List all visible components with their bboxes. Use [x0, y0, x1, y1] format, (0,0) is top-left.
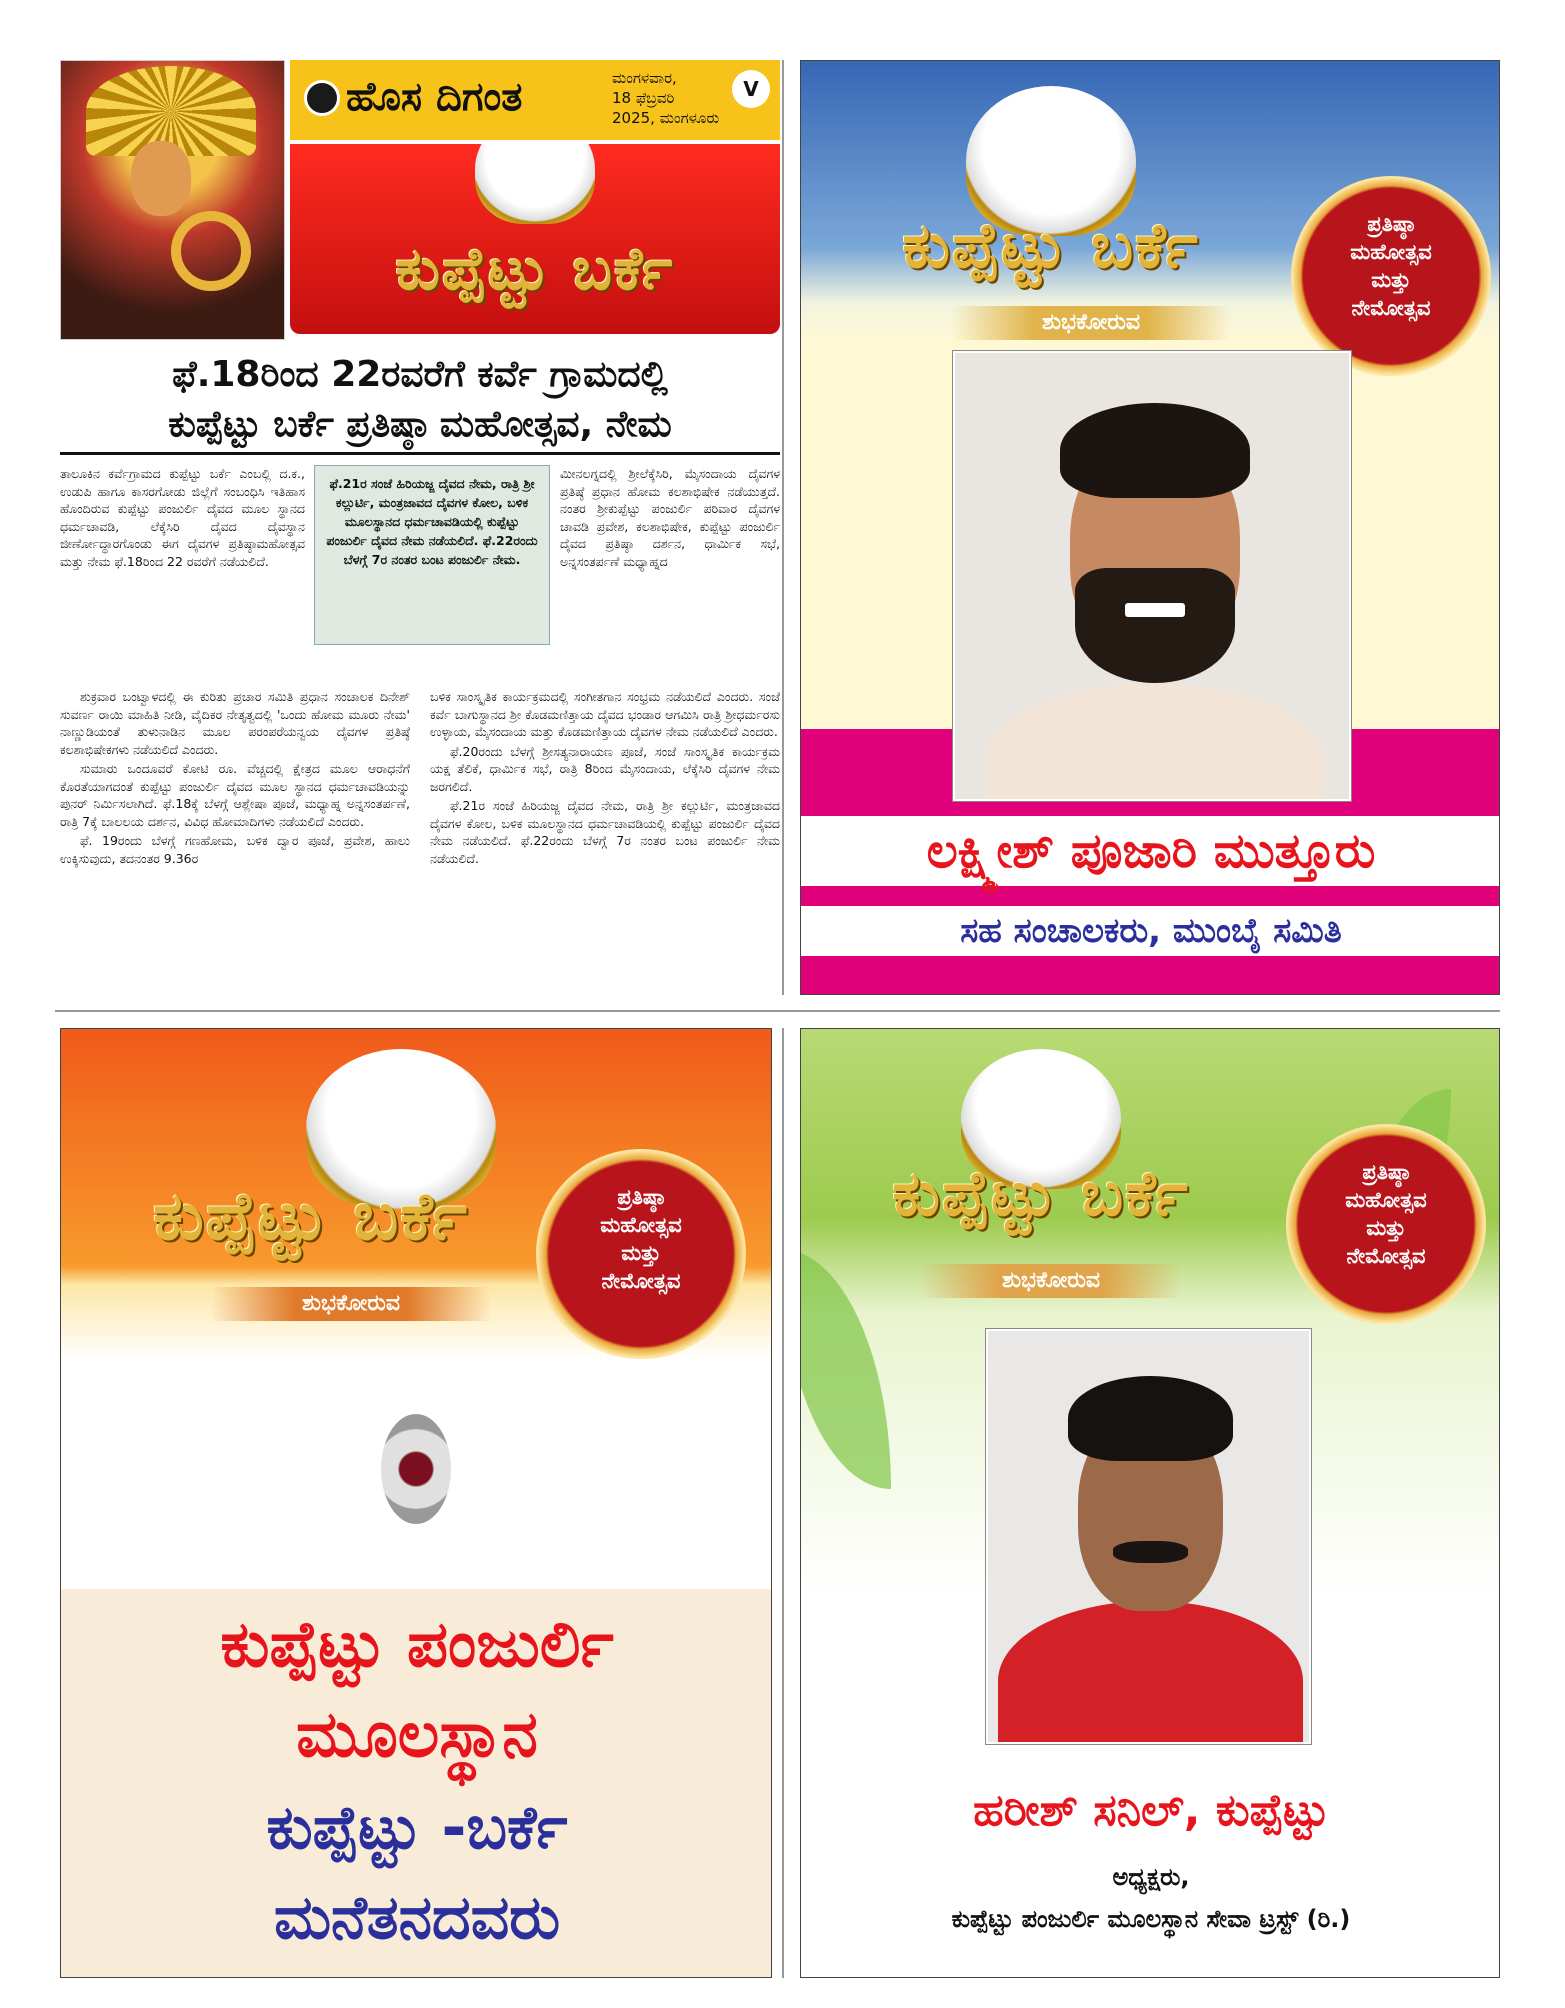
article-callout: ಫೆ.21ರ ಸಂಜೆ ಹಿರಿಯಜ್ಜ ದೈವದ ನೇಮ, ರಾತ್ರಿ ಶ್ರೀ ಕಲ್ಲುರ್ಟಿ, ಮಂತ್ರಜಾವದ ದೈವಗಳ ಕೋಲ, ಬಳಿಕ ಮೂಲಸ್ಥಾನದ ಧರ್ಮಚಾವಡಿಯಲ್ಲಿ ಕುಪ್ಪೆಟ್ಟು ಪಂಜುರ್ಲಿ ದೈವದ ನೇಮ ನಡೆಯಲಿದೆ. ಫೆ.22ರಂದು ಬೆಳಗ್ಗೆ 7ರ ನಂತರ ಬಂಟ ಪಂಜುರ್ಲಿ ನೇಮ.	[314, 465, 550, 645]
dateline-day: ಮಂಗಳವಾರ,	[612, 69, 677, 87]
leaf-decoration-icon	[800, 1249, 891, 1489]
greeting-band: ಶುಭಕೋರುವ	[211, 1287, 491, 1321]
dateline-year-place: 2025, ಮಂಗಳೂರು	[612, 109, 720, 127]
festival-seal	[536, 1149, 746, 1359]
portrait-photo	[986, 1329, 1311, 1744]
masthead	[290, 60, 780, 140]
organisation-name: ಕುಪ್ಪೆಟ್ಟು ಪಂಜುರ್ಲಿ ಮೂಲಸ್ಥಾನ ಸೇವಾ ಟ್ರಸ್ಟ್ (ರಿ.)	[951, 1905, 1351, 1933]
seal-line: ಮತ್ತು	[1371, 268, 1411, 292]
headline-line-2: ಕುಪ್ಪೆಟ್ಟು ಬರ್ಕೆ ಪ್ರತಿಷ್ಠಾ ಮಹೋತ್ಸವ, ನೇಮ	[168, 404, 672, 445]
newspaper-name: ಹೊಸ ದಿಗಂತ	[346, 74, 523, 120]
article-paragraph: ಬಳಿಕ ಸಾಂಸ್ಕೃತಿಕ ಕಾರ್ಯಕ್ರಮದಲ್ಲಿ ಸಂಗೀತಗಾನ ಸಂಭ್ರಮ ನಡೆಯಲಿದೆ ಎಂದರು. ಸಂಜೆ ಕರ್ವೆ ಬಾಗುಸ್ಥಾನದ ಶ್ರೀ ಕೊಡಮಣಿತ್ತಾಯ ದೈವದ ಭಂಡಾರ ಆಗಮಿಸಿ ರಾತ್ರಿ ಶ್ರೀಧರ್ಮರಸು ಉಳ್ಳಾಯ, ಮೈಸಂದಾಯ ಮತ್ತು ಕೊಡಮಣಿತ್ತಾಯ ದೈವಗಳ ನೇಮ ನಡೆಯಲಿದೆ ಎಂದರು.	[430, 689, 780, 739]
family-line-1: ಕುಪ್ಪೆಟ್ಟು ಪಂಜುರ್ಲಿ	[220, 1608, 614, 1682]
portrait-photo	[953, 351, 1351, 801]
article-column-3	[560, 465, 780, 570]
seal-line: ನೇಮೋತ್ಸವ	[601, 1269, 681, 1293]
article-paragraph: ಫೆ. 19ರಂದು ಬೆಳಗ್ಗೆ ಗಣಹೋಮ, ಬಳಿಕ ದ್ವಾರ ಪೂಜೆ, ಪ್ರವೇಶ, ಹಾಲು ಉಕ್ಕಿಸುವುದು, ತದನಂತರ 9.36ರ	[60, 833, 410, 866]
dateline-date: 18 ಫೆಬ್ರವರಿ	[612, 89, 675, 107]
article-paragraph: ಮೀನಲಗ್ನದಲ್ಲಿ ಶ್ರೀಲೆಕ್ಕೆಸಿರಿ, ಮೈಸಂದಾಯ ದೈವಗಳ ಪ್ರತಿಷ್ಠೆ ಪ್ರಧಾನ ಹೋಮ ಕಲಶಾಭಿಷೇಕ ನಡೆಯುತ್ತದೆ. ನಂತರ ಶ್ರೀಕುಪ್ಪೆಟ್ಟು ಪಂಜುರ್ಲಿ ಪರಿವಾರ ದೈವಗಳ ಚಾವಡಿ ಪ್ರವೇಶ, ಕಲಶಾಭಿಷೇಕ, ಕುಪ್ಪೆಟ್ಟು ಪಂಜುರ್ಲಿ ದೈವದ ಪ್ರತಿಷ್ಠಾ ದರ್ಶನ, ಧಾರ್ಮಿಕ ಸಭೆ, ಅನ್ನಸಂತರ್ಪಣೆ ಮಧ್ಯಾಹ್ನದ	[560, 466, 780, 569]
seal-line: ಮತ್ತು	[1366, 1216, 1406, 1240]
greeting-ad-family	[60, 1028, 772, 1978]
person-designation: ಅಧ್ಯಕ್ಷರು,	[1112, 1863, 1190, 1891]
greeting-ad-harish	[800, 1028, 1500, 1978]
seal-line: ಪ್ರತಿಷ್ಠಾ	[1362, 1160, 1410, 1184]
headline-divider	[60, 452, 780, 455]
article-paragraph: ತಾಲೂಕಿನ ಕರ್ವೆಗ್ರಾಮದ ಕುಪ್ಪೆಟ್ಟು ಬರ್ಕೆ ಎಂಬಲ್ಲಿ ದ.ಕ., ಉಡುಪಿ ಹಾಗೂ ಕಾಸರಗೋಡು ಜಿಲ್ಲೆಗೆ ಸಂಬಂಧಿಸಿ ಇತಿಹಾಸ ಹೊಂದಿರುವ ಕುಪ್ಪೆಟ್ಟು ಪಂಜುರ್ಲಿ ದೈವದ ಮೂಲ ಸ್ಥಾನದ ಧರ್ಮಚಾವಡಿ, ಲೆಕ್ಕೆಸಿರಿ ದೈವದ ದೈವಸ್ಥಾನ ಜೀರ್ಣೋದ್ಧಾರಗೊಂಡು ಈಗ ದೈವಗಳ ಪ್ರತಿಷ್ಠಾಮಹೋತ್ಸವ ಮತ್ತು ನೇಮ ಫೆ.18ರಿಂದ 22 ರವರೆಗೆ ನಡೆಯಲಿದೆ.	[60, 466, 305, 569]
headline-line-1: ಫೆ.18ರಿಂದ 22ರವರೆಗೆ ಕರ್ವೆ ಗ್ರಾಮದಲ್ಲಿ	[172, 354, 668, 395]
seal-line: ಮತ್ತು	[621, 1241, 661, 1265]
seal-line: ಪ್ರತಿಷ್ಠಾ	[1367, 212, 1415, 236]
seal-line: ಮಹೋತ್ಸವ	[1350, 240, 1432, 264]
person-designation: ಸಹ ಸಂಚಾಲಕರು, ಮುಂಬೈ ಸಮಿತಿ	[801, 906, 1500, 956]
article-paragraph: ಫೆ.20ರಂದು ಬೆಳಗ್ಗೆ ಶ್ರೀಸತ್ಯನಾರಾಯಣ ಪೂಜೆ, ಸಂಜೆ ಸಾಂಸ್ಕೃತಿಕ ಕಾರ್ಯಕ್ರಮ ಯಕ್ಷ ತೆಲಿಕೆ, ಧಾರ್ಮಿಕ ಸಭೆ, ರಾತ್ರಿ 8ರಿಂದ ಮೈಸಂದಾಯ, ಲೆಕ್ಕೆಸಿರಿ ದೈವಗಳ ನೇಮ ಜರಗಲಿದೆ.	[430, 743, 780, 794]
ad-title: ಕುಪ್ಪೆಟ್ಟು ಬರ್ಕೆ	[902, 209, 1200, 282]
seal-line: ಮಹೋತ್ಸವ	[600, 1213, 682, 1237]
column-divider	[782, 1028, 784, 1978]
person-name: ಹರೀಶ್ ಸನಿಲ್, ಕುಪ್ಪೆಟ್ಟು	[973, 1785, 1329, 1836]
festival-seal	[1286, 1124, 1486, 1324]
family-line-2: ಮೂಲಸ್ಥಾನ	[296, 1698, 538, 1772]
page-number: V	[732, 70, 770, 108]
article-paragraph: ಶುಕ್ರವಾರ ಬಂಟ್ವಾಳದಲ್ಲಿ ಈ ಕುರಿತು ಪ್ರಚಾರ ಸಮಿತಿ ಪ್ರಧಾನ ಸಂಚಾಲಕ ದಿನೇಶ್ ಸುವರ್ಣ ರಾಯಿ ಮಾಹಿತಿ ನೀಡಿ, ವೈದಿಕರ ನೇತೃತ್ವದಲ್ಲಿ 'ಒಂದು ಹೋಮ ಮೂರು ನೇಮ' ನಾಣ್ಣುಡಿಯಂತೆ ತುಳುನಾಡಿನ ಮೂಲ ಪರಂಪರೆಯನ್ವಯ ದೈವಗಳ ಪ್ರತಿಷ್ಠೆ ಕಲಶಾಭಿಷೇಕಗಳು ನಡೆಯಲಿದೆ ಎಂದರು.	[60, 689, 410, 757]
seal-line: ನೇಮೋತ್ಸವ	[1351, 296, 1431, 320]
family-line-3: ಕುಪ್ಪೆಟ್ಟು -ಬರ್ಕೆ	[266, 1793, 568, 1863]
newspaper-logo-icon	[304, 80, 340, 116]
person-name: ಲಕ್ಷ್ಮೀಶ್ ಪೂಜಾರಿ ಮುತ್ತೂರು	[801, 816, 1500, 886]
banner-title: ಕುಪ್ಪೆಟ್ಟು ಬರ್ಕೆ	[395, 235, 675, 303]
column-divider	[782, 60, 784, 995]
emblem-center-icon	[381, 1414, 451, 1524]
dateline	[612, 68, 732, 128]
article-headline	[60, 350, 780, 450]
ad-title: ಕುಪ್ಪೆಟ್ಟು ಬರ್ಕೆ	[892, 1157, 1190, 1230]
article-paragraph: ಸುಮಾರು ಒಂದೂವರೆ ಕೋಟಿ ರೂ. ವೆಚ್ಚದಲ್ಲಿ ಕ್ಷೇತ್ರದ ಮೂಲ ಆರಾಧನೆಗೆ ಕೊರತೆಯಾಗದಂತೆ ಕುಪ್ಪೆಟ್ಟು ಪಂಜುರ್ಲಿ ದೈವದ ಮೂಲ ಸ್ಥಾನದ ಧರ್ಮಚಾವಡಿಯನ್ನು ಪುನರ್ ನಿರ್ಮಿಸಲಾಗಿದೆ. ಫೆ.18ಕ್ಕೆ ಬೆಳಗ್ಗೆ ಆಶ್ಲೇಷಾ ಪೂಜೆ, ಮಧ್ಯಾಹ್ನ ಅನ್ನಸಂತರ್ಪಣೆ, ರಾತ್ರಿ 7ಕ್ಕೆ ಬಾಲಲಯ ದರ್ಶನ, ವಿವಿಧ ಹೋಮಾದಿಗಳು ನಡೆಯಲಿದೆ ಎಂದರು.	[60, 761, 410, 829]
greeting-ad-lakshmeesh	[800, 60, 1500, 995]
article-paragraph: ಫೆ.21ರ ಸಂಜೆ ಹಿರಿಯಜ್ಜ ದೈವದ ನೇಮ, ರಾತ್ರಿ ಶ್ರೀ ಕಲ್ಲುರ್ಟಿ, ಮಂತ್ರಜಾವದ ದೈವಗಳ ಕೋಲ, ಬಳಿಕ ಮೂಲಸ್ಥಾನದ ಧರ್ಮಚಾವಡಿಯಲ್ಲಿ ಕುಪ್ಪೆಟ್ಟು ಪಂಜುರ್ಲಿ ದೈವದ ನೇಮ ನಡೆಯಲಿದೆ. ಫೆ.22ರಂದು ಬೆಳಗ್ಗೆ 7ರ ನಂತರ ಬಂಟ ಪಂಜುರ್ಲಿ ನೇಮ ನಡೆಯಲಿದೆ.	[430, 798, 780, 866]
ad-title: ಕುಪ್ಪೆಟ್ಟು ಬರ್ಕೆ	[153, 1177, 469, 1255]
seal-line: ಮಹೋತ್ಸವ	[1345, 1188, 1427, 1212]
yakshagana-photo	[60, 60, 285, 340]
festival-seal	[1291, 176, 1491, 376]
article-column-1b	[60, 688, 410, 867]
greeting-band: ಶುಭಕೋರುವ	[921, 1264, 1181, 1298]
news-section	[60, 60, 780, 995]
festival-banner	[290, 144, 780, 334]
article-column-2b	[430, 688, 780, 867]
greeting-band: ಶುಭಕೋರುವ	[951, 306, 1231, 340]
row-divider	[55, 1010, 1500, 1012]
seal-line: ಪ್ರತಿಷ್ಠಾ	[617, 1185, 665, 1209]
family-line-4: ಮನೆತನದವರು	[273, 1883, 561, 1953]
seal-line: ನೇಮೋತ್ಸವ	[1346, 1244, 1426, 1268]
article-column-1	[60, 465, 305, 570]
